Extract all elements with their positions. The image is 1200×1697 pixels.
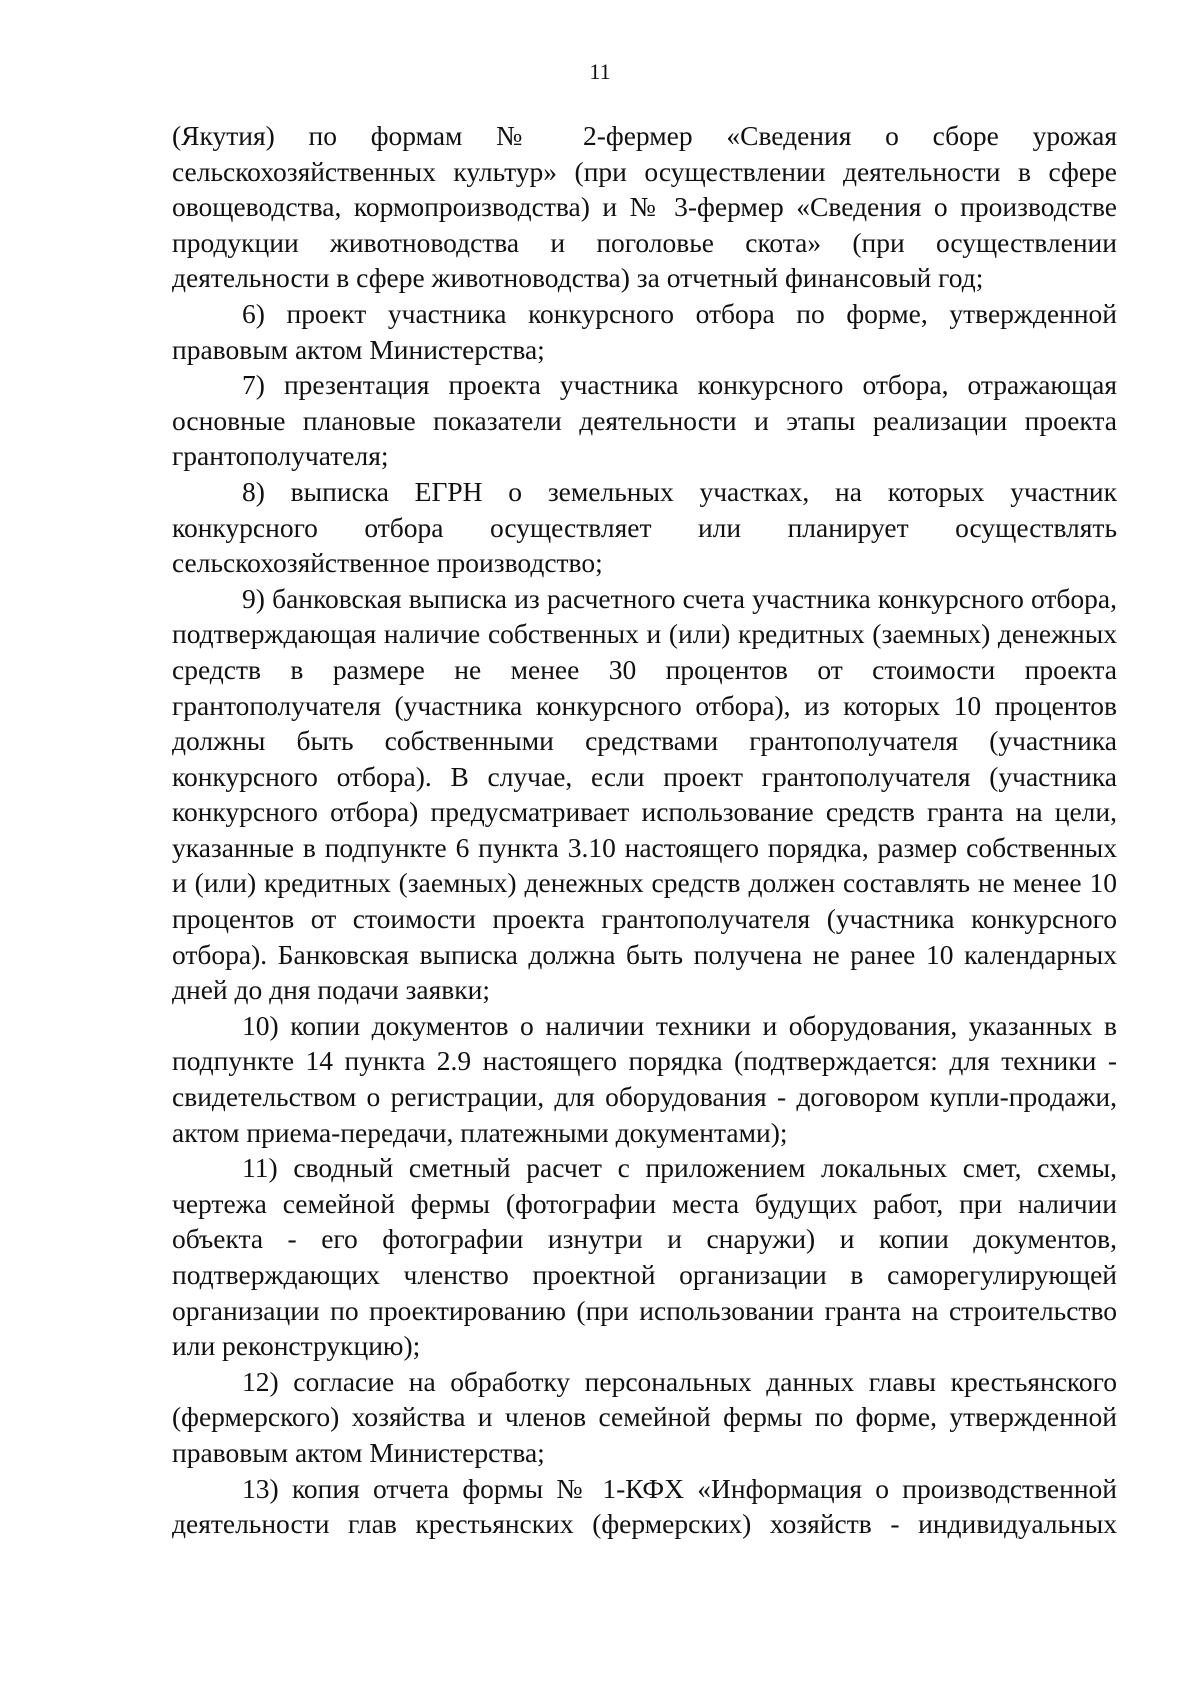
document-body [172, 118, 1117, 1542]
paragraph-item-6: 6) проект участника конкурсного отбора по форме, утвержденной правовым актом Министерства; [172, 297, 1117, 365]
paragraph-item-11: 11) сводный сметный расчет с приложением локальных смет, схемы, чертежа семейной фермы (фотографии места будущих работ, при наличии объекта - его фотографии изнутри и снаружи) и копии документов, подтверждающих членство проектной организации в саморегулирующей организации по проектированию (при использовании гранта на строительство или реконструкцию); [172, 1152, 1117, 1362]
page-number: 11 [589, 59, 611, 84]
paragraph-item-10: 10) копии документов о наличии техники и оборудования, указанных в подпункте 14 пункта 2.9 настоящего порядка (подтверждается: для техники - свидетельством о регистрации, для оборудования - договором купли-продажи, актом приема-передачи, платежными документами); [172, 1009, 1117, 1148]
paragraph-item-12: 12) согласие на обработку персональных данных главы крестьянского (фермерского) хозяйства и членов семейной фермы по форме, утвержденной правовым актом Министерства; [172, 1365, 1117, 1468]
paragraph-item-9: 9) банковская выписка из расчетного счета участника конкурсного отбора, подтверждающая наличие собственных и (или) кредитных (заемных) денежных средств в размере не менее 30 процентов от стоимости проекта грантополучателя (участника конкурсного отбора), из которых 10 процентов должны быть собственными средствами грантополучателя (участника конкурсного отбора). В случае, если проект грантополучателя (участника конкурсного отбора) предусматривает использование средств гранта на цели, указанные в подпункте 6 пункта 3.10 настоящего порядка, размер собственных и (или) кредитных (заемных) денежных средств должен составлять не менее 10 процентов от стоимости проекта грантополучателя (участника конкурсного отбора). Банковская выписка должна быть получена не ранее 10 календарных дней до дня подачи заявки; [172, 582, 1117, 1006]
paragraph-item-13: 13) копия отчета формы № 1-КФХ «Информация о производственной деятельности глав крестьянских (фермерских) хозяйств - индивидуальных [172, 1472, 1117, 1540]
paragraph-item-8: 8) выписка ЕГРН о земельных участках, на которых участник конкурсного отбора осуществляет или планирует осуществлять сельскохозяйственное производство; [172, 475, 1117, 579]
paragraph-item-7: 7) презентация проекта участника конкурсного отбора, отражающая основные плановые показатели деятельности и этапы реализации проекта грантополучателя; [172, 369, 1117, 472]
paragraph-yakutia-forms: (Якутия) по формам № 2-фермер «Сведения о сборе урожая сельскохозяйственных культур» (при осуществлении деятельности в сфере овощеводства, кормопроизводства) и № 3-фермер «Сведения о производстве продукции животноводства и поголовье скота» (при осуществлении деятельности в сфере животноводства) за отчетный финансовый год; [172, 120, 1117, 294]
